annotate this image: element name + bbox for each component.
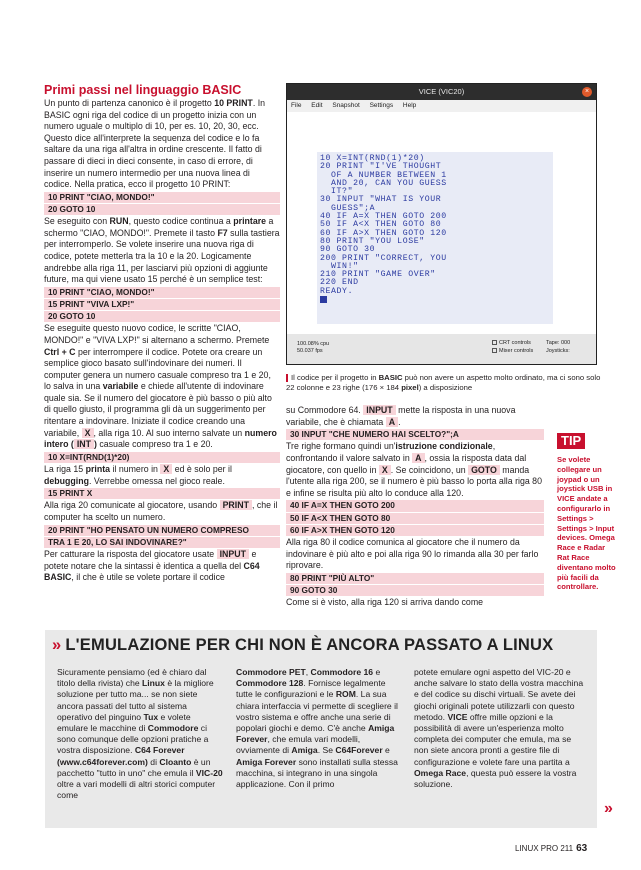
- boxout-title: L'EMULAZIONE PER CHI NON È ANCORA PASSATO A LINUX: [65, 636, 554, 654]
- bold-text: ROM: [335, 689, 356, 700]
- code-block: [44, 525, 280, 548]
- text-run: sono installati sulla stessa macchina, si integrano in una singola applicazione. Con il primo: [236, 756, 398, 790]
- text-run: di: [147, 756, 160, 767]
- bold-text: RUN: [109, 216, 129, 227]
- text-run: ci sono comunque delle opzioni pratiche a vostra disposizione.: [57, 723, 209, 756]
- text-run: . Verrebbe omessa nel gioco reale.: [88, 475, 225, 486]
- screen-line: 20 PRINT "I'VE THOUGHT: [320, 162, 442, 172]
- bold-text: numero intero (: [44, 427, 277, 450]
- bold-text: C64Forever: [335, 745, 383, 756]
- text-run: offre mille opzioni e la possibilità di avere un'esperienza molto completa dei computer che emula, ma se non siete ancora pronti a gestire file di configurazione e volete fare una partita a: [414, 711, 572, 767]
- inline-code: INPUT: [217, 549, 249, 559]
- inline-code: PRINT: [220, 500, 252, 510]
- bold-text: Linux: [142, 678, 165, 689]
- device-status: [546, 339, 570, 355]
- text-run: Se eseguite questo nuovo codice, le scritte "CIAO, MONDO!" e "VIVA LXP!" si alternano a schermo. Premete: [44, 323, 270, 345]
- bold-text: VICE: [447, 711, 468, 722]
- bold-text: 10 PRINT: [214, 98, 253, 108]
- fps-readout: 50.037 fps: [297, 348, 323, 354]
- bold-text: Commodore 128: [236, 678, 304, 689]
- tip-title: TIP: [557, 433, 585, 449]
- bold-text: Commodore: [147, 723, 199, 734]
- joysticks-status: Joysticks:: [546, 348, 570, 354]
- code-block: [286, 573, 544, 596]
- screen-line: 220 END: [320, 278, 359, 288]
- screen-line: READY.: [320, 286, 354, 296]
- text-run: è un pacchetto "tutto in uno" che emula il: [57, 756, 211, 778]
- text-run: e potete notare che la sintassi è identica a quella del: [44, 549, 257, 571]
- bold-text: variabile: [102, 381, 139, 392]
- page-footer: [515, 843, 587, 854]
- bold-text: Omega Race: [414, 767, 467, 778]
- screen-line: OF A NUMBER BETWEEN 1: [320, 170, 447, 180]
- window-titlebar: [287, 84, 596, 100]
- screen-line: WIN!": [320, 261, 359, 271]
- boxout-column-2: [236, 667, 402, 790]
- article-right-column: [286, 405, 544, 609]
- screen-line: AND 20, CAN YOU GUESS: [320, 178, 447, 188]
- bold-text: C64 BASIC: [44, 560, 260, 583]
- menu-edit[interactable]: Edit: [311, 102, 323, 109]
- tape-counter: Tape: 000: [546, 340, 571, 346]
- text-run: Come si è visto, alla riga 120 si arriva dando come: [286, 597, 484, 608]
- screen-line: 200 PRINT "CORRECT, YOU: [320, 253, 447, 263]
- code-block: [286, 429, 544, 440]
- code-line: 20 GOTO 10: [44, 204, 280, 215]
- figure-caption: [286, 373, 604, 393]
- tip-body: Se volete collegare un joypad o un joystick USB in VICE andate a configurarlo in Settings > Settings > Input devices. Omega Race e Radar Rat Race diventano molto più facili da controllare.: [557, 455, 616, 592]
- text-run: è la migliore soluzione per tutto ma... se non siete ancora passati del tutto al sistema operativo del pinguino: [57, 678, 214, 722]
- page-number: 63: [576, 843, 588, 854]
- continue-chevron-icon: »: [604, 800, 613, 817]
- controls-checkboxes: [492, 339, 533, 355]
- text-run: a schermo "CIAO, MONDO!". Premete il tasto: [44, 216, 274, 238]
- text-run: , il che è utile se volete portare il codice: [71, 572, 225, 583]
- code-line: 10 PRINT "CIAO, MONDO!": [44, 192, 280, 203]
- code-line: 30 INPUT "CHE NUMERO HAI SCELTO?";A: [286, 429, 544, 440]
- text-run: La riga 15: [44, 464, 86, 475]
- paragraph: [44, 216, 280, 286]
- text-run: oltre a vari modelli di altri storici computer come: [57, 779, 216, 801]
- menu-settings[interactable]: Settings: [369, 102, 394, 109]
- paragraph: [44, 323, 280, 451]
- bold-text: BASIC: [378, 373, 403, 382]
- caption-marker: [286, 374, 288, 382]
- boxout-column-3: [414, 667, 586, 790]
- paragraph: [286, 405, 544, 428]
- text-run: , questa può essere la vostra soluzione.: [414, 767, 577, 790]
- tip-box: [557, 432, 617, 592]
- text-run: su Commodore 64.: [286, 405, 364, 415]
- paragraph: [44, 500, 280, 523]
- text-run: e: [382, 745, 390, 756]
- code-line: 40 IF A=X THEN GOTO 200: [286, 500, 544, 511]
- boxout-column-1: [57, 667, 224, 801]
- emulator-screen: [287, 112, 596, 334]
- code-block: [44, 192, 280, 215]
- text-run: , questo codice continua a: [128, 216, 234, 227]
- bold-text: Amiga Forever: [236, 723, 395, 745]
- text-run: e: [373, 667, 381, 677]
- mixer-controls-checkbox[interactable]: Mixer controls: [492, 347, 533, 355]
- boxout-heading: [52, 636, 553, 655]
- screen-line: 80 PRINT "YOU LOSE": [320, 236, 425, 246]
- inline-code: INPUT: [363, 405, 395, 415]
- text-run: . Fornisce legalmente tutte le configurazioni e le: [236, 678, 386, 700]
- inline-code: X: [379, 465, 391, 475]
- bold-text: printa: [85, 464, 111, 475]
- paragraph: [44, 98, 280, 191]
- text-run: casuale compreso tra 1 e 20.: [96, 439, 213, 450]
- bold-text: Ctrl + C: [44, 346, 76, 357]
- text-run: Per catturare la risposta del giocatore usate: [44, 549, 217, 560]
- code-line: 15 PRINT X: [44, 488, 280, 499]
- text-run: sulla tastiera per interromperlo. Se volete inserire una nuova riga di codice, potete metterla tra la 10 e la 20. Logicamente andrebbe alla riga 11, per lasciarvi più opzioni di aggiunte future, ma qui viene usato 15 perché è un semplice test:: [44, 227, 280, 285]
- text-run: e chiede all'utente di indovinare quale sia. Se il numero del giocatore è più basso o più alto di quello giusto, il programma gli dà un suggerimento per ritentare a indovinare. Iniziate il codice creando una variabile,: [44, 381, 272, 438]
- text-run: ,: [305, 667, 311, 677]
- menu-bar: [287, 100, 596, 112]
- caption-text: [286, 373, 600, 392]
- text-run: . Se coincidono, un: [390, 464, 469, 475]
- menu-help[interactable]: Help: [402, 102, 417, 109]
- cpu-readout: 100.08% cpu: [297, 341, 330, 347]
- bold-text: VIC-20: [195, 767, 223, 778]
- paragraph: [286, 441, 544, 499]
- code-line: 10 X=INT(RND(1)*20): [44, 452, 280, 463]
- text-run: , ossia la risposta data dal giocatore, con quello in: [286, 452, 527, 475]
- menu-file[interactable]: File: [291, 102, 302, 109]
- bold-text: ): [93, 439, 97, 450]
- code-line: 10 PRINT "CIAO, MONDO!": [44, 287, 280, 298]
- text-run: . Se: [317, 745, 336, 756]
- window-title: VICE (VIC20): [418, 87, 465, 96]
- text-run: , che il computer ha scelto un numero.: [44, 500, 278, 523]
- text-run: , alla riga 10. Al suo interno salvate un: [93, 427, 245, 438]
- inline-code: GOTO: [468, 465, 500, 475]
- text-run: , che emula vari modelli, ovviamente di: [236, 734, 361, 756]
- code-line: 20 PRINT "HO PENSATO UN NUMERO COMPRESO: [44, 525, 280, 536]
- code-line: 15 PRINT "VIVA LXP!": [44, 299, 280, 310]
- inline-code: X: [82, 428, 94, 438]
- magazine-name: LINUX PRO 211: [515, 844, 574, 853]
- code-block: [44, 452, 280, 463]
- code-line: 60 IF A>X THEN GOTO 120: [286, 525, 544, 536]
- screen-line: 210 PRINT "GAME OVER": [320, 270, 436, 280]
- bold-text: Amiga: [291, 745, 318, 756]
- bold-text: debugging: [44, 475, 89, 486]
- text-run: può non avere un aspetto molto ordinato, ma ci sono solo 22 colonne e 23 righe (176 × 184: [286, 373, 601, 392]
- text-run: Un punto di partenza canonico è il progetto: [44, 98, 215, 108]
- bold-text: F7: [217, 227, 228, 238]
- text-run: Alla riga 20 comunicate al giocatore, usando: [44, 500, 220, 511]
- paragraph: [286, 597, 544, 609]
- article-heading: Primi passi nel linguaggio BASIC: [44, 83, 242, 97]
- screen-line: 10 X=INT(RND(1)*20): [320, 154, 425, 163]
- inline-code: INT: [74, 439, 94, 449]
- menu-snapshot[interactable]: Snapshot: [332, 102, 360, 109]
- bold-text: Cloanto: [159, 756, 192, 767]
- text-run: potete emulare ogni aspetto del VIC-20 e anche salvare lo stato della vostra macchina e del codice su dischi virtuali. Se avete dei giochi originali potete utilizzarli con questo metodo.: [414, 667, 584, 722]
- bold-text: Amiga Forever: [236, 756, 297, 767]
- code-line: TRA 1 E 20, LO SAI INDOVINARE?": [44, 537, 280, 548]
- code-block: [44, 488, 280, 499]
- screen-line: 40 IF A=X THEN GOTO 200: [320, 212, 447, 222]
- text-cursor: [320, 296, 327, 303]
- close-icon[interactable]: ×: [582, 87, 592, 97]
- bold-text: C64 Forever (www.c64forever.com): [57, 745, 185, 767]
- code-line: 20 GOTO 10: [44, 311, 280, 322]
- screen-line: GUESS";A: [320, 203, 376, 213]
- text-run: manda l'utente alla riga 200, se il numero è più basso lo porta alla riga 80 e infine se risulta più alto lo conduce alla 120.: [286, 464, 542, 498]
- text-run: Il codice per il progetto in: [291, 373, 379, 382]
- text-run: , confrontando il valore salvato in: [286, 441, 496, 463]
- bold-text: pixel: [401, 382, 419, 392]
- text-run: Tre righe formano quindi un': [286, 441, 396, 452]
- screen-line: 60 IF A>X THEN GOTO 120: [320, 228, 447, 238]
- text-run: .: [398, 416, 401, 427]
- bold-text: Tux: [143, 711, 159, 722]
- code-line: 50 IF A<X THEN GOTO 80: [286, 513, 544, 524]
- text-run: mette la risposta in una nuova variabile, che è chiamata: [286, 405, 516, 427]
- crt-controls-checkbox[interactable]: CRT controls: [492, 339, 533, 347]
- status-bar: [287, 334, 596, 364]
- perf-readout: [297, 341, 329, 355]
- chevron-icon: »: [52, 636, 62, 654]
- code-line: 90 GOTO 30: [286, 585, 544, 596]
- text-run: il numero in: [110, 464, 161, 475]
- screen-line: 30 INPUT "WHAT IS YOUR: [320, 195, 442, 205]
- bold-text: printare: [233, 216, 267, 227]
- inline-code: X: [160, 464, 172, 474]
- vice-window-screenshot: [286, 83, 597, 365]
- text-run: Alla riga 80 il codice comunica al giocatore che il numero da indovinare è più alto e poi alla riga 90 lo rimanda alla 30 per farlo riprovare.: [286, 536, 539, 571]
- paragraph: [44, 464, 280, 487]
- bold-text: Commodore PET: [236, 667, 306, 677]
- text-run: Se eseguito con: [44, 216, 110, 227]
- text-run: Sicuramente pensiamo (ed è chiaro dal titolo della rivista) che: [57, 667, 207, 689]
- code-block: [286, 500, 544, 536]
- bold-text: Commodore 16: [310, 667, 374, 677]
- article-left-column: [44, 83, 280, 584]
- inline-code: A: [412, 453, 424, 463]
- paragraph: [286, 537, 544, 572]
- vic20-display: [317, 152, 553, 324]
- text-run: per interrompere il codice. Potete ora creare un semplice gioco basato sull'indovinare dei numeri. Il computer genera un numero casuale compreso tra 1 e 20, lo salva in una: [44, 346, 271, 392]
- inline-code: A: [386, 417, 398, 427]
- text-run: ed è solo per il: [172, 464, 232, 475]
- text-run: ) a disposizione: [418, 382, 473, 392]
- code-block: [44, 287, 280, 323]
- code-line: 80 PRINT "PIÙ ALTO": [286, 573, 544, 584]
- bold-text: istruzione condizionale: [395, 441, 493, 452]
- text-run: e volete emulare le macchine di: [57, 711, 191, 734]
- text-run: . In BASIC ogni riga del codice di un progetto inizia con un numero uguale o multiplo di 10, per es. 10, 20, 30, ecc. Questo dice all'interprete la sequenza del codice e lo fa saltare da una riga all'altra in ordine crescente. Il fatto di passare di dieci in dieci consente, in caso di errore, di inserire un numero intermedio per una nuova linea di codice. Nella pratica, ecco il progetto 10 PRINT:: [44, 98, 266, 190]
- screen-line: 90 GOTO 30: [320, 245, 376, 255]
- screen-line: IT?": [320, 187, 354, 197]
- paragraph: [44, 549, 280, 584]
- screen-line: 50 IF A<X THEN GOTO 80: [320, 220, 442, 230]
- text-run: . La sua chiara interfaccia vi permette di scegliere il vostro sistema e offre anche una serie di popolari giochi e demo. C'è anche: [236, 689, 398, 734]
